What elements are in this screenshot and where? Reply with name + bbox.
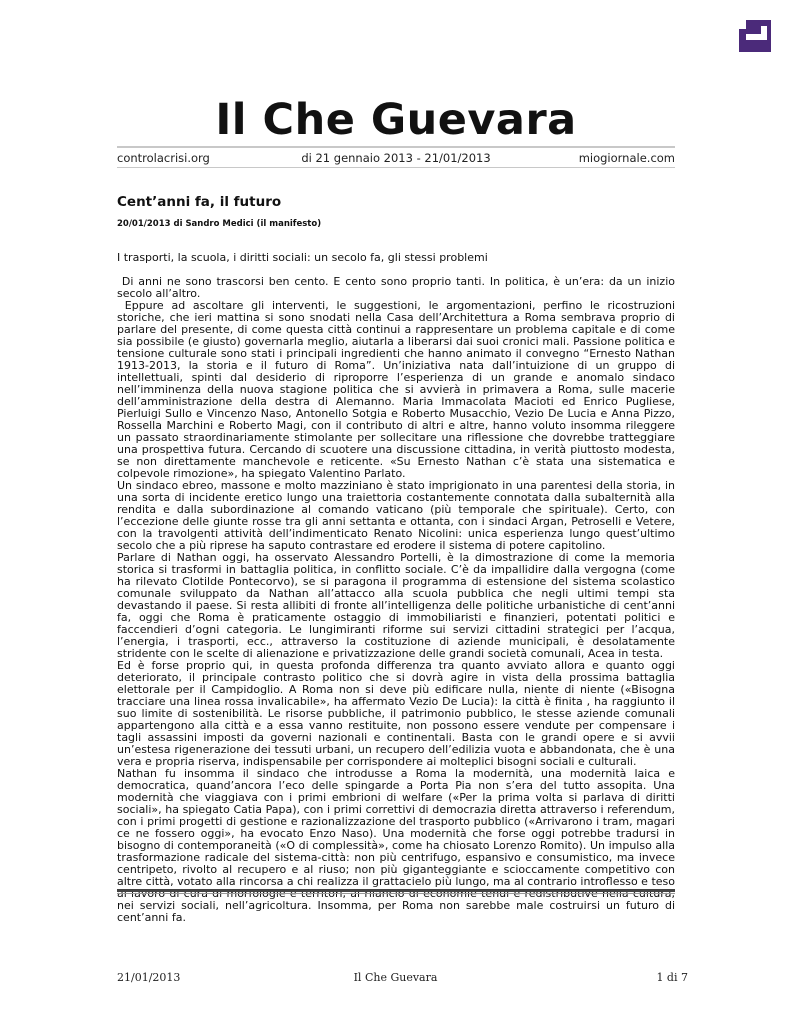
article-byline: 20/01/2013 di Sandro Medici (il manifesto): [117, 219, 322, 229]
footer-title: Il Che Guevara: [353, 971, 438, 984]
masthead-divider-bottom: [117, 167, 675, 168]
masthead-divider-top: [117, 146, 675, 148]
article-paragraph: Ed è forse proprio qui, in questa profonda differenza tra quanto avviato allora e quanto oggi deteriorato, il principale contrasto politico che si dovrà agire in vista della prossima battaglia elettorale per il Campidoglio. A Roma non si deve più edificare nulla, niente di niente («Bisogna tracciare una linea rossa invalicabile», ha affermato Vezio De Lucia): la città è finita , ha raggiunto il suo limite di sostenibilità. Le risorse pubbliche, il patrimonio pubblico, le stesse aziende comunali appartengono alla città e a essa vanno restituite, non possono essere vendute per compensare i tagli assassini imposti da governi nazionali e continentali. Basta con le grandi opere e si avvii un’estesa rigenerazione dei tessuti urbani, un recupero dell’edilizia vuota e abbandonata, che è una vera e propria riserva, indispensabile per corrispondere ai molteplici bisogni sociali e culturali.: [117, 659, 675, 768]
chair-logo-icon: [739, 20, 771, 52]
article-title: Cent’anni fa, il futuro: [117, 194, 282, 210]
article-paragraph: Di anni ne sono trascorsi ben cento. E cento sono proprio tanti. In politica, è un’era: da un inizio secolo all’altro.: [117, 275, 679, 300]
footer-date: 21/01/2013: [117, 971, 181, 984]
article-paragraph: Eppure ad ascoltare gli interventi, le suggestioni, le argomentazioni, perfino le ricostruzioni storiche, che ieri mattina si sono snodati nella Casa dell’Architettura a Roma sembrava proprio di parlare del presente, di come questa città continui a rappresentare un problema capitale e di come sia possibile (e giusto) governarla meglio, aiutarla a liberarsi dai suoi cronici mali. Passione politica e tensione culturale sono stati i principali ingredienti che hanno animato il convegno “Ernesto Nathan 1913-2013, la storia e il futuro di Roma”. Un’iniziativa nata dall’intuizione di un gruppo di intellettuali, spinti dal desiderio di riproporre l’esperienza di un grande e anomalo sindaco nell’imminenza della nuova stagione politica che si avvierà in primavera a Roma, sulle macerie dell’amministrazione della destra di Alemanno. Maria Immacolata Macioti ed Enrico Pugliese, Pierluigi Sullo e Vincenzo Naso, Antonello Sotgia e Roberto Musacchio, Vezio De Lucia e Anna Pizzo, Rossella Marchini e Roberto Magi, con il contributo di altri e altre, hanno voluto insomma rileggere un passato straordinariamente stimolante per sollecitare una riflessione che dovrebbe tratteggiare una prospettiva futura. Cercando di scuotere una discussione cittadina, in verità piuttosto modesta, se non direttamente manchevole e reticente. «Su Ernesto Nathan c’è stata una sistematica e colpevole rimozione», ha spiegato Valentino Parlato.: [117, 299, 679, 480]
footer-page-number: 1 di 7: [656, 971, 688, 984]
article-subtitle: I trasporti, la scuola, i diritti sociali: un secolo fa, gli stessi problemi: [117, 251, 488, 264]
article-paragraph: Nathan fu insomma il sindaco che introdusse a Roma la modernità, una modernità laica e democratica, quand’ancora l’eco delle spingarde a Porta Pia non s’era del tutto assopita. Una modernità che viaggiava con i primi embrioni di welfare («Per la prima volta si parlava di diritti sociali», ha spiegato Catia Papa), con i primi correttivi di democrazia diretta attraverso i referendum, con i primi progetti di gestione e razionalizzazione del trasporto pubblico («Arrivarono i tram, magari ce ne fossero oggi», ha evocato Enzo Naso). Una modernità che forse oggi potrebbe tradursi in bisogno di contemporaneità («O di complessità», come ha chiosato Lorenzo Romito). Un impulso alla trasformazione radicale del sistema-città: non più centrifugo, espansivo e consumistico, ma invece centripeto, rivolto al recupero e al riuso; non più giganteggiante e scioccamente competitivo con altre città, votato alla rincorsa a chi realizza il grattacielo più lungo, ma al contrario introflesso e teso nei servizi sociali, nell’agricoltura. Insomma, per Roma non sarebbe male costruirsi un futuro di cent’anni fa.: [117, 767, 675, 924]
masthead-title: Il Che Guevara: [215, 95, 577, 145]
publisher-logo: [739, 20, 771, 52]
article-paragraph: Parlare di Nathan oggi, ha osservato Alessandro Portelli, è la dimostrazione di come la memoria storica si trasformi in battaglia politica, in conflitto sociale. C’è da impallidire dalla vergogna (come ha rilevato Clotilde Pontecorvo), se si paragona il programma di estensione del sistema scolastico comunale sviluppato da Nathan all’attacco alla scuola pubblica che negli ultimi tempi sta devastando il paese. Si resta allibiti di fronte all’intelligenza delle politiche urbanistiche di cent’anni fa, oggi che Roma è praticamente ostaggio di immobiliaristi e finanzieri, potentati politici e faccendieri d’ogni categoria. Le lungimiranti riforme sui servizi cittadini strategici per l’acqua, l’energia, i trasporti, ecc., attraverso la costituzione di aziende municipali, è desolatamente stridente con le scelte di alienazione e privatizzazione delle grandi società comunali, Acea in testa.: [117, 551, 675, 660]
source-site-left: controlacrisi.org: [117, 151, 210, 165]
article-body: [117, 275, 679, 924]
article-end-divider: [117, 889, 675, 892]
date-range: di 21 gennaio 2013 - 21/01/2013: [301, 151, 491, 165]
article-paragraph: Un sindaco ebreo, massone e molto mazziniano è stato imprigionato in una parentesi della storia, in una sorta di incidente eretico lungo una traiettoria costantemente connotata dalla subalternità alla rendita e dalla subordinazione al comando vaticano (più temporale che spirituale). Certo, con l’eccezione delle giunte rosse tra gli anni settanta e ottanta, con i sindaci Argan, Petroselli e Vetere, con la travolgenti attività dell’indimenticato Renato Nicolini: unica esperienza lungo quest’ultimo secolo che a più riprese ha saputo contrastare ed erodere il sistema di potere capitolino.: [117, 479, 675, 552]
source-site-right: miogiornale.com: [578, 151, 675, 165]
article-end-divider-thin: [117, 893, 675, 894]
masthead-meta-row: [117, 151, 675, 167]
